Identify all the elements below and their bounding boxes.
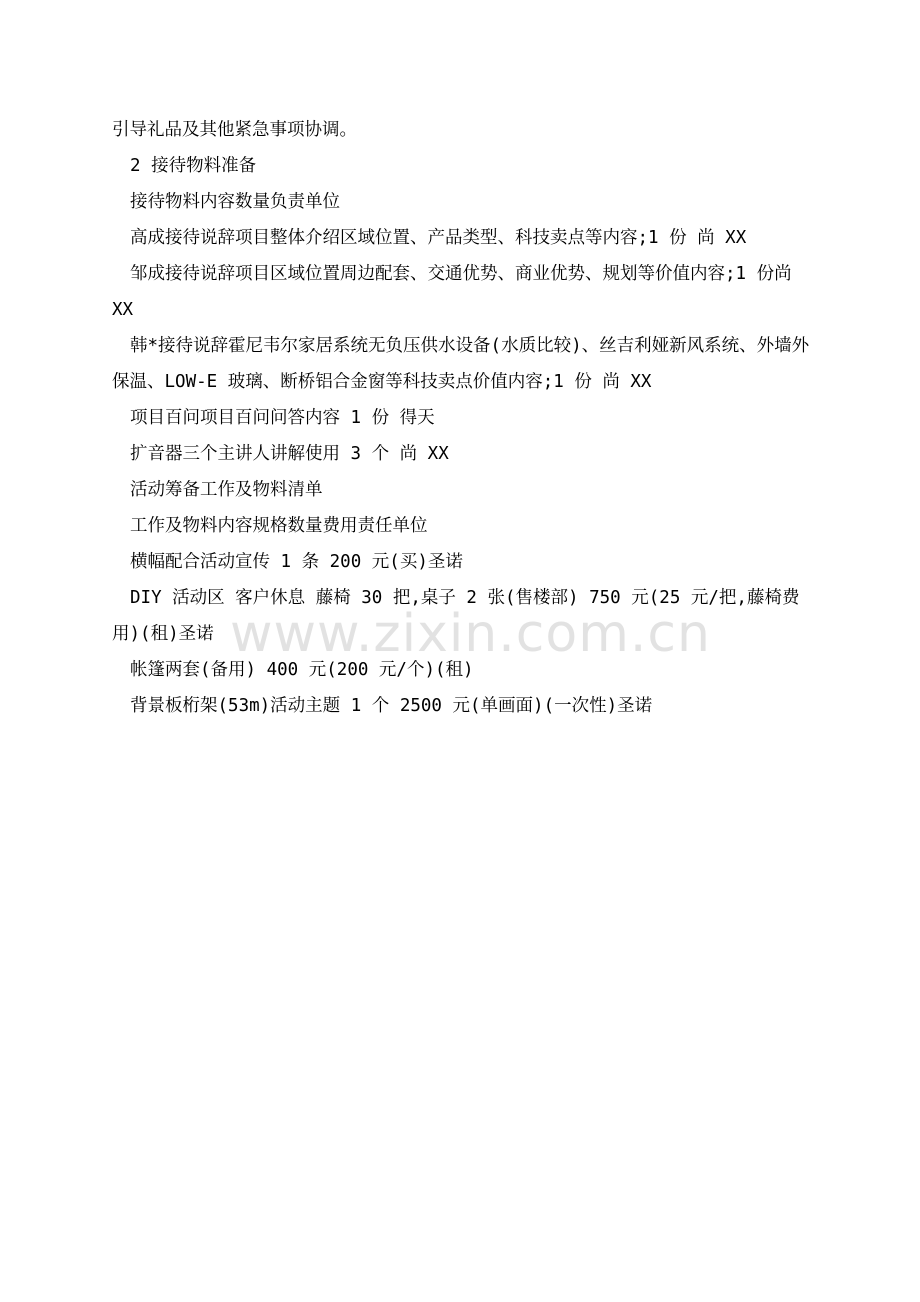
paragraph: 韩*接待说辞霍尼韦尔家居系统无负压供水设备(水质比较)、丝吉利娅新风系统、外墙外保温、LOW-E 玻璃、断桥铝合金窗等科技卖点价值内容;1 份 尚 XX bbox=[112, 336, 810, 392]
paragraph: 工作及物料内容规格数量费用责任单位 bbox=[130, 516, 428, 536]
watermark: www.zixin.com.cn bbox=[230, 604, 711, 664]
paragraph: 接待物料内容数量负责单位 bbox=[130, 192, 340, 212]
paragraph: 帐篷两套(备用) 400 元(200 元/个)(租) bbox=[130, 660, 474, 680]
paragraph: 背景板桁架(53m)活动主题 1 个 2500 元(单画面)(一次性)圣诺 bbox=[130, 696, 653, 716]
paragraph: 活动筹备工作及物料清单 bbox=[130, 480, 323, 500]
paragraph: 引导礼品及其他紧急事项协调。 bbox=[112, 120, 357, 140]
paragraph: 高成接待说辞项目整体介绍区域位置、产品类型、科技卖点等内容;1 份 尚 XX bbox=[130, 228, 747, 248]
paragraph: 2 接待物料准备 bbox=[130, 156, 257, 176]
paragraph: DIY 活动区 客户休息 藤椅 30 把,桌子 2 张(售楼部) 750 元(25 元/把,藤椅费用)(租)圣诺 bbox=[112, 588, 800, 644]
paragraph: 邹成接待说辞项目区域位置周边配套、交通优势、商业优势、规划等价值内容;1 份尚 XX bbox=[112, 264, 792, 320]
paragraph: 项目百问项目百问问答内容 1 份 得天 bbox=[130, 408, 435, 428]
paragraph: 扩音器三个主讲人讲解使用 3 个 尚 XX bbox=[130, 444, 449, 464]
paragraph: 横幅配合活动宣传 1 条 200 元(买)圣诺 bbox=[130, 552, 463, 572]
